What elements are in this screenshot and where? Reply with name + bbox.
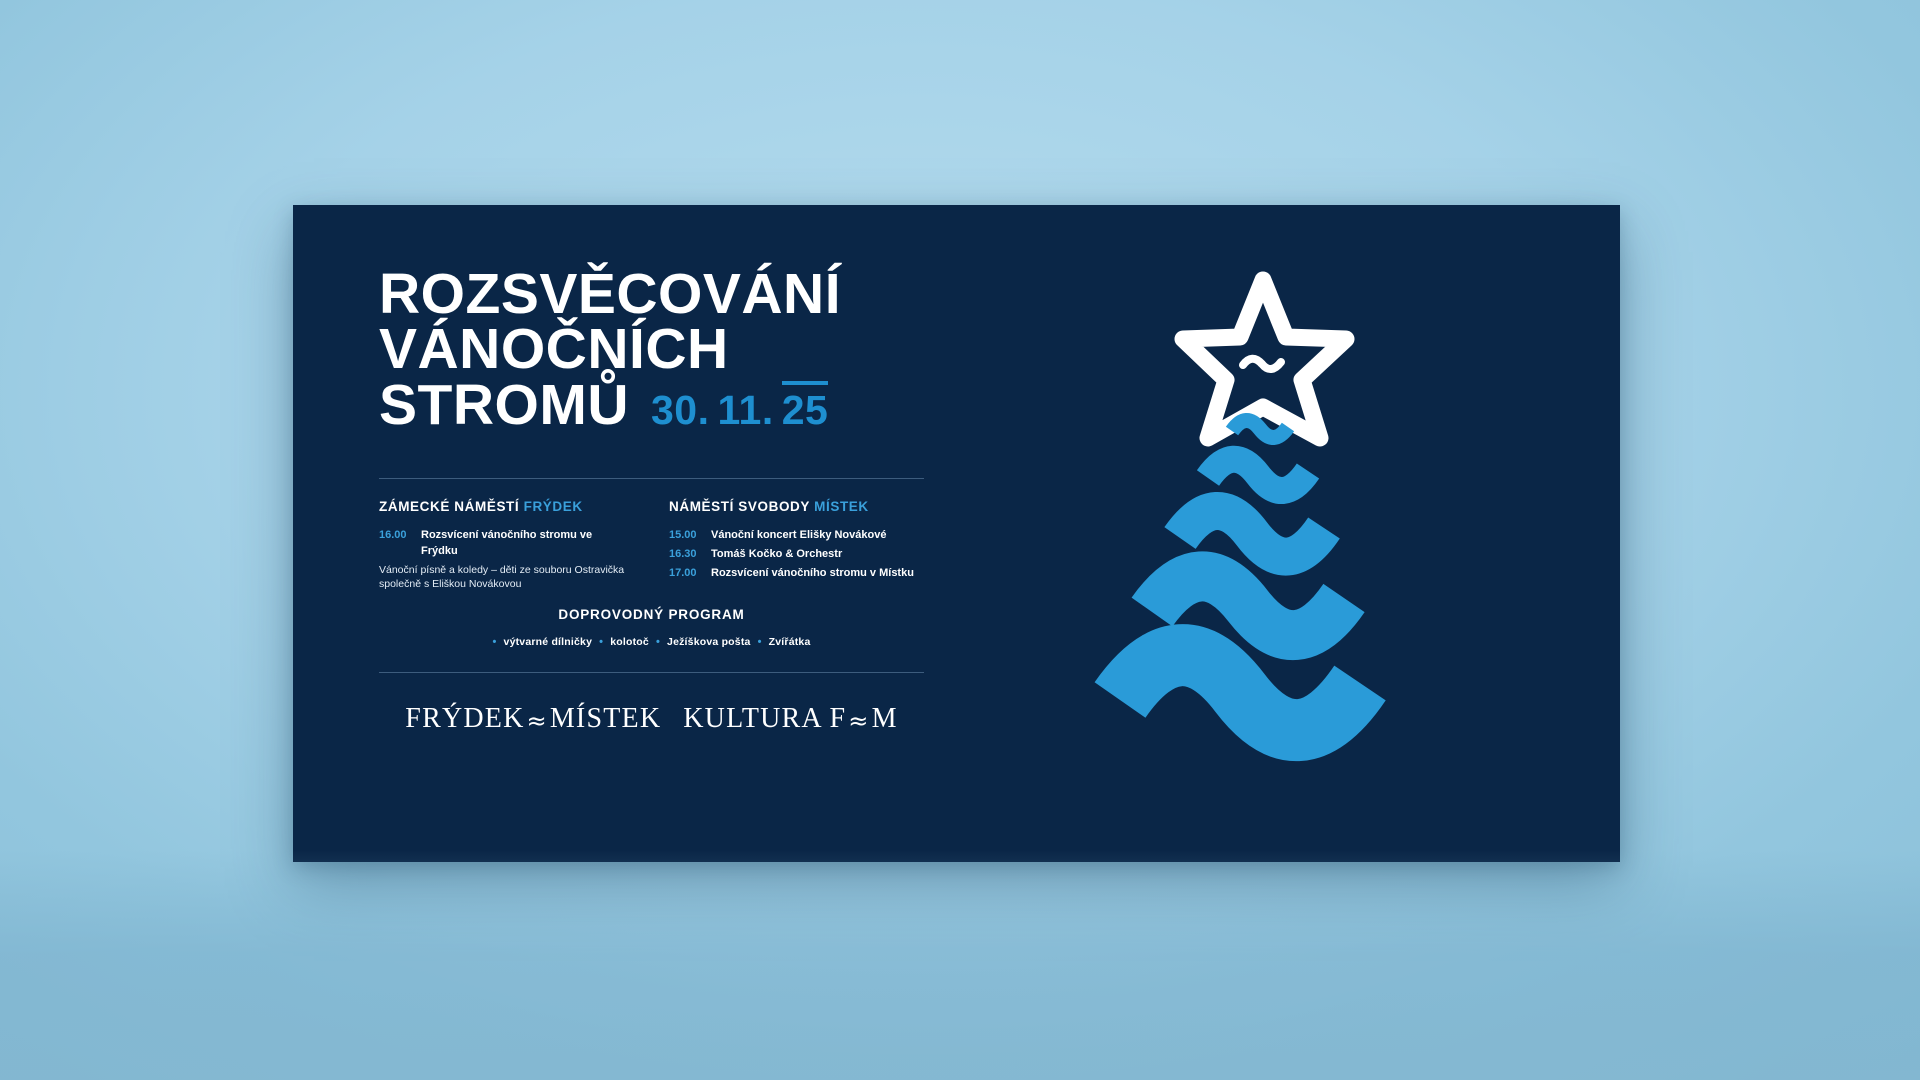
program-text: Rozsvícení vánočního stromu ve Frýdku <box>421 528 593 557</box>
program-time: 16.00 <box>379 528 407 541</box>
headline-line-1: ROZSVĚCOVÁNÍ <box>379 262 842 326</box>
poster-card <box>293 205 1620 862</box>
date-month: 11. <box>717 386 774 433</box>
logo-kultura-text: KULTURA F <box>683 703 847 735</box>
poster-content <box>379 262 924 736</box>
logo-kultura-fm <box>683 703 897 735</box>
bullet-icon: • <box>492 635 497 648</box>
divider-top <box>379 478 924 479</box>
headline-line-2: VÁNOČNÍCH <box>379 317 729 382</box>
program-time: 15.00 <box>669 528 697 541</box>
date-year: 25 <box>781 386 829 433</box>
logo-frydek-mistek <box>405 703 661 735</box>
program-columns <box>379 499 924 591</box>
column-title-accent-frydek: FRÝDEK <box>523 498 583 514</box>
accompanying-items <box>379 636 924 648</box>
program-text: Tomáš Kočko & Orchestr <box>711 547 843 560</box>
accompanying-item: kolotoč <box>610 636 649 649</box>
program-time: 17.00 <box>669 566 697 579</box>
column-title-frydek: ZÁMECKÉ NÁMĚSTÍ FRÝDEK <box>379 498 583 514</box>
headline-line-3-row <box>379 372 924 437</box>
program-text: Vánoční koncert Elišky Novákové <box>711 528 887 541</box>
bullet-icon: • <box>599 635 604 648</box>
logo-m-text: M <box>871 703 898 735</box>
bullet-icon: • <box>655 635 661 648</box>
program-item <box>669 528 921 544</box>
page-title <box>379 262 924 437</box>
accompanying-item: Zvířátka <box>768 636 811 649</box>
headline-line-3: STROMŮ <box>379 372 629 437</box>
logo-mistek-text: MÍSTEK <box>549 703 662 735</box>
program-item <box>379 528 631 560</box>
program-text: Rozsvícení vánočního stromu v Místku <box>711 566 914 579</box>
accompanying-title: DOPROVODNÝ PROGRAM <box>558 607 745 623</box>
program-column-frydek <box>379 499 631 591</box>
accompanying-item: Ježíškova pošta <box>667 636 751 649</box>
wave-icon: ≈ <box>526 707 548 736</box>
program-item <box>669 566 921 582</box>
bullet-icon: • <box>757 635 762 648</box>
column-title-accent-mistek: MÍSTEK <box>814 498 869 514</box>
wave-icon: ≈ <box>848 707 870 736</box>
accompanying-program <box>379 607 924 648</box>
logo-frydek-text: FRÝDEK <box>405 703 525 735</box>
column-title-mistek: NÁMĚSTÍ SVOBODY MÍSTEK <box>669 498 869 514</box>
program-item <box>669 547 921 563</box>
program-subtext: Vánoční písně a koledy – děti ze souboru Ostravička společně s Eliškou Novákovou <box>379 563 625 590</box>
program-column-mistek <box>669 499 921 591</box>
program-time: 16.30 <box>669 547 697 560</box>
logo-row <box>379 703 924 735</box>
date-day: 30. <box>650 386 710 433</box>
divider-bottom <box>379 672 924 673</box>
event-date <box>650 386 829 433</box>
christmas-tree-wave-star-icon <box>1080 240 1510 830</box>
accompanying-item: výtvarné dílničky <box>503 636 593 649</box>
